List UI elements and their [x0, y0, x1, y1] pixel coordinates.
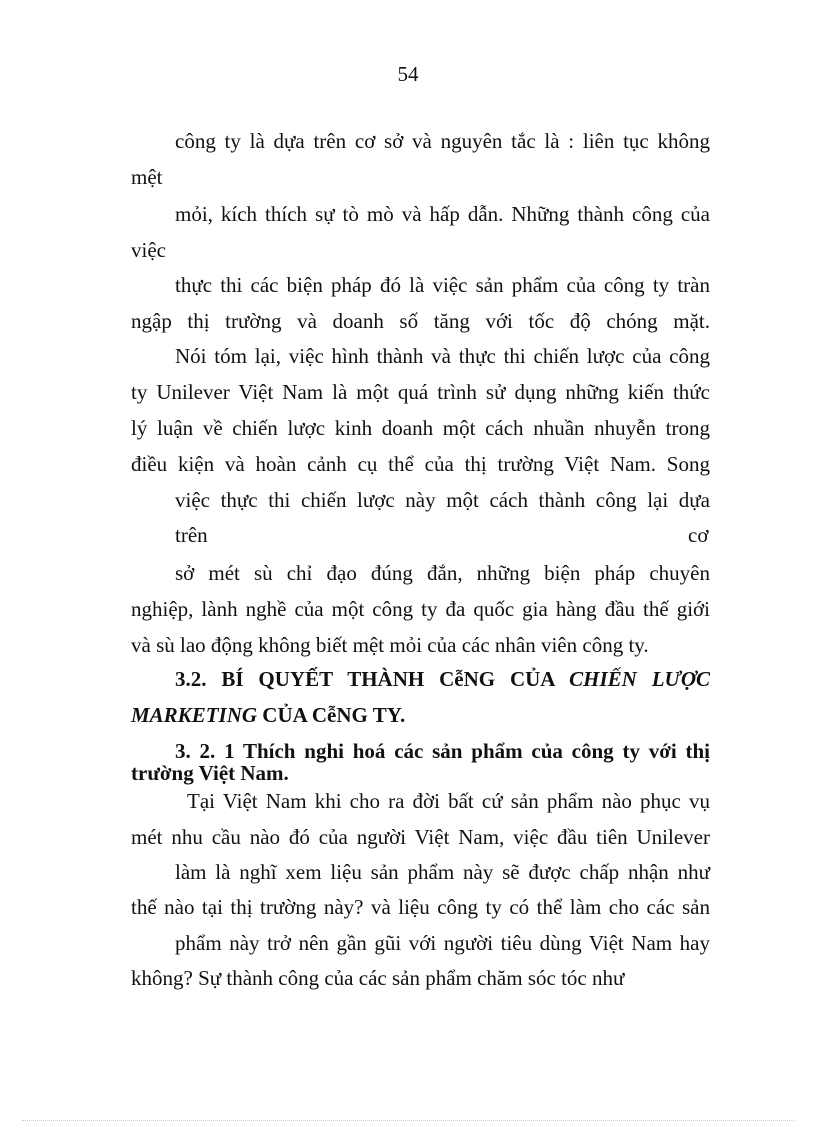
heading-text: 3.2. BÍ QUYẾT THÀNH CễNG CỦA: [175, 667, 570, 691]
paragraph-line: làm là nghĩ xem liệu sản phẩm này sẽ được chấp nhận như: [175, 860, 710, 884]
paragraph-line: ngập thị trường và doanh số tăng với tốc độ chóng mặt.: [131, 309, 710, 333]
paragraph-line: điều kiện và hoàn cảnh cụ thể của thị trường Việt Nam. Song: [131, 452, 710, 476]
heading-text-italic: MARKETING: [131, 703, 258, 727]
paragraph-line: ty Unilever Việt Nam là một quá trình sử dụng những kiến thức: [131, 380, 710, 404]
paragraph-line: và sù lao động không biết mệt mỏi của các nhân viên công ty.: [131, 633, 649, 657]
paragraph-line: phẩm này trở nên gần gũi với người tiêu dùng Việt Nam hay: [175, 931, 710, 955]
section-heading-3-2-cont: [131, 702, 405, 728]
paragraph-line: cơ: [688, 523, 709, 547]
paragraph-line: thực thi các biện pháp đó là việc sản phẩm của công ty tràn: [175, 273, 710, 297]
paragraph-line: việc: [131, 238, 166, 262]
page-bottom-divider: [22, 1120, 794, 1121]
paragraph-line: việc thực thi chiến lược này một cách thành công lại dựa: [175, 488, 710, 512]
subsection-heading-3-2-1: 3. 2. 1 Thích nghi hoá các sản phẩm của công ty với thị: [175, 739, 710, 763]
section-heading-3-2: [175, 666, 710, 692]
paragraph-line: sở mét sù chỉ đạo đúng đắn, những biện pháp chuyên: [175, 561, 710, 585]
paragraph-line: không? Sự thành công của các sản phẩm chăm sóc tóc như: [131, 966, 625, 990]
heading-text: CỦA CễNG TY.: [257, 703, 406, 727]
paragraph-line: nghiệp, lành nghề của một công ty đa quốc gia hàng đầu thế giới: [131, 597, 710, 621]
paragraph-line: thế nào tại thị trường này? và liệu công ty có thể làm cho các sản: [131, 895, 710, 919]
paragraph-line: công ty là dựa trên cơ sở và nguyên tắc là : liên tục không: [175, 129, 710, 153]
paragraph-line: Tại Việt Nam khi cho ra đời bất cứ sản phẩm nào phục vụ: [187, 789, 710, 813]
subsection-heading-3-2-1-cont: trường Việt Nam.: [131, 761, 289, 785]
paragraph-line: lý luận về chiến lược kinh doanh một cách nhuần nhuyễn trong: [131, 416, 710, 440]
paragraph-line: Nói tóm lại, việc hình thành và thực thi chiến lược của công: [175, 344, 710, 368]
paragraph-line: mỏi, kích thích sự tò mò và hấp dẫn. Những thành công của: [175, 202, 710, 226]
paragraph-line: mệt: [131, 165, 163, 189]
paragraph-line: trên: [175, 523, 208, 547]
page-number: 54: [397, 62, 419, 86]
paragraph-line: mét nhu cầu nào đó của người Việt Nam, việc đầu tiên Unilever: [131, 825, 710, 849]
heading-text-italic: CHIẾN LƯỢC: [569, 667, 710, 691]
